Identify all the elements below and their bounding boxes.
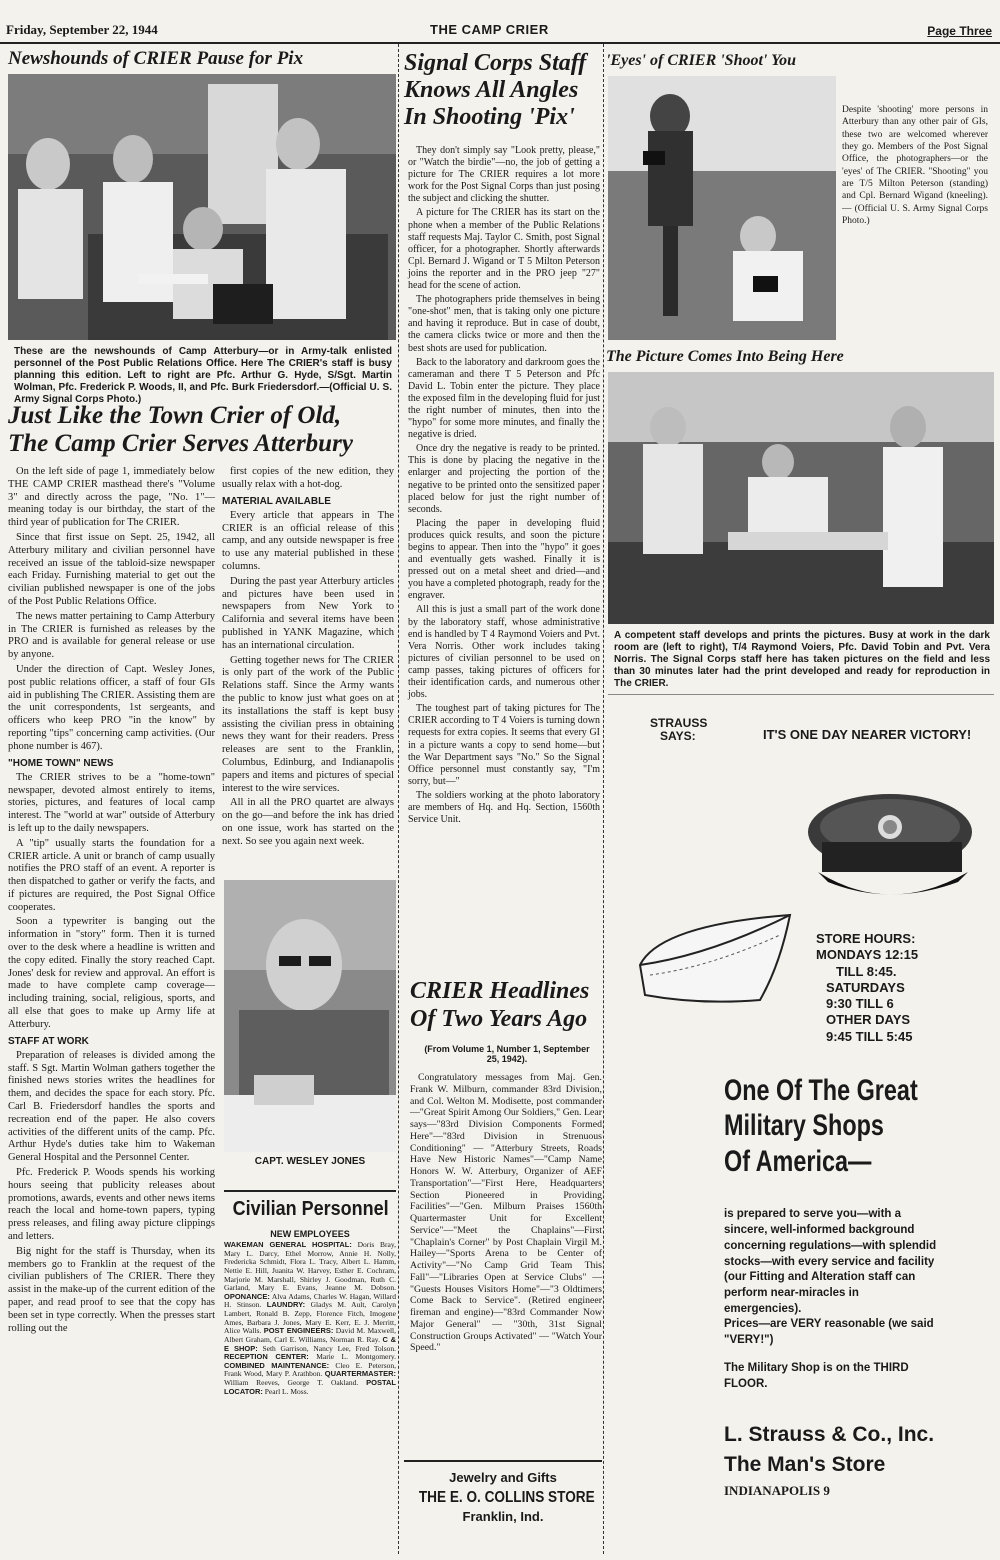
oponance-names: Alva Adams, Charles W. Hagan, Willard H. Stinson. [224,1291,397,1310]
wakeman-names: Doris Bray, Mary L. Darcy, Ethel Morrow, Annie H. Nolly, Fredericka Schmidt, Flora L. Tracy, Albert L. Hamm, Nettie E. Hill, Juanita W. Harvey, Esther E. Cochram, Marjorie M. Marshall, Shirley J. Goodman, Ruth C. Garland, Mary E. Evans, Jeanne M. Dobson. [224,1240,397,1293]
combined-label: COMBINED MAINTENANCE: [224,1360,330,1370]
strauss-headline [724,1073,918,1179]
paragraph: The CRIER strives to be a "home-town" newspaper, devoted almost entirely to items, stories, pictures, and features of local camp interest. The "world at war" outside of Atterbury is left up to the daily newspapers. [8,771,215,834]
reception-names: Marie L. Montgomery. [316,1352,397,1362]
laundry-names: Gladys M. Ault, Carolyn Lambert, Ronald B. Zepp, Florence Fitch, Imogene Ames, Barbara J. Jones, Mary E. Kerr, E. J. Merritt, Alice Walls. [224,1300,397,1336]
store-hours-title: STORE HOURS: [816,931,916,946]
strauss-says-line2: SAYS: [660,729,696,744]
quartermaster-label: QUARTERMASTER: [324,1369,397,1379]
paragraph: Preparation of releases is divided among the staff. S Sgt. Martin Wolman gathers together the finished news stories writes the headlines for them, and decides the space for each story. Pfc. Carl B. Friedersdorf handles the sports and recreation end of the paper. He also covers activities of the different units of the camp. Pfc. Arthur Hyde's duties take him to Wakeman General Hospital and the Personnel Center. [8,1049,215,1164]
two-years-headline-line1: CRIER Headlines [410,978,590,1004]
ce-shop-names: Seth Garrison, Nancy Lee, Fred Tolson. [262,1343,397,1353]
capt-jones-caption: CAPT. WESLEY JONES [254,1156,366,1167]
strauss-headline-line3: Of America— [724,1144,872,1178]
masthead [0,0,1000,44]
new-employees-title: NEW EMPLOYEES [270,1229,350,1239]
store-hours-line: OTHER DAYS [826,1012,911,1028]
paragraph: Soon a typewriter is banging out the information in "story" form. Then it is turned over to the desk where a headline is written and the copy edited. Finally the story reached Capt. Jones' desk for review and approval. An effort is made to have complete camp coverage—including training, social, religious, sports, and all else that goes to make up Army life at Atterbury. [8,916,215,1030]
material-subhead: MATERIAL AVAILABLE [222,495,331,507]
reception-label: RECEPTION CENTER: [224,1352,309,1362]
two-years-headline-line2: Of Two Years Ago [410,1005,588,1032]
signal-corps-headline-line2: Knows All Angles [404,76,579,103]
strauss-body: is prepared to serve you—with a sincere, well-informed background concerning regulations—with splendid stocks—with every service and facility (our Fitting and Alteration staff can perform near-miracles in emergencies). [724,1208,937,1316]
signal-corps-headline-line1: Signal Corps Staff [404,50,587,76]
newshounds-headline: Newshounds of CRIER Pause for Pix [8,48,304,69]
two-years-body: Congratulatory messages from Maj. Gen. Frank W. Milburn, commander 83rd Division, and Col. Welton M. Modisette, post commander—"Great Spirit Among Our Soldiers," Gen. Lear says—"83rd Division Components Formed Here"—"83rd Division in Strenuous Conditioning" — "Atterbury Streets, Roads Have New Historic Names"—"Camp Name Honors W. W. Atterbury, Organizer of AEF Transportation"—"First Here, Headquarters Section Pioneered in Providing Facilities"—"Gen. Milburn Praises 1560th Quartermaster Unit for Excellent Service"—"Meet the Chaplains"—First "Chaplain's Corner" by Post Chaplain Virgil M. Hailey—"Sports Arena to be Center of Activity"—"No Camp Grid Team This Fall"—"Libraries Open at Service Clubs" — "Guests Houses Visitors Home"—"3 Oldtimers Come Back to Service". (Retired engineer fireman and engine)—"83rd Commander Now Major General" — "30th, 31st Signal Construction Groups Activated" — "Watch Your Speed." [410,1072,602,1354]
paragraph: A "tip" usually starts the foundation for a CRIER article. A unit or branch of camp usually notifies the PRO staff of an event. A reporter is then dispatched to gather or verify the facts, and if pictures are required, the Post Signal Office cooperates. [8,837,215,913]
paragraph: The news matter pertaining to Camp Atterbury in The CRIER is furnished as releases by the PRO and is available for general release or use by anyone. [8,610,215,661]
paper-name: THE CAMP CRIER [430,22,549,37]
paragraph: The toughest part of taking pictures for The CRIER according to T 4 Voiers is turning down requests for extra copies. It seems that every GI in a picture wants a copy to send home—but the War Department says "No." So the Signal Office personnel must constantly say, "I'm sorry, but—" [408,703,600,787]
eyes-caption: Despite 'shooting' more persons in Atterbury than any other pair of GIs, these two are welcomed wherever they go. Members of the Post Signal Office, the photographers—or the 'eyes' of The CRIER. "Shooting" you are T/5 Milton Peterson (standing) and Cpl. Bernard Wigand (kneeling). — (Official U. S. Army Signal Corps Photo.) [842,105,988,227]
collins-line1: Jewelry and Gifts [449,1470,557,1485]
paragraph: On the left side of page 1, immediately below THE CAMP CRIER masthead there's "Volume 3" and directly across the page, "No. 1"—meaning today is our birthday, the start of the third year of publication for The CRIER. [8,466,215,529]
paragraph: Back to the laboratory and darkroom goes the cameraman and there T 5 Peterson and Pfc David L. Tobin enter the picture. They place the exposed film in the developing fluid for just the right number of minutes, then into the "hypo" for some more minutes, and finally the negative is dried. [408,356,600,441]
store-hours-line: 9:45 TILL 5:45 [826,1028,913,1044]
page-number: Page Three [927,24,992,38]
eyes-headline: 'Eyes' of CRIER 'Shoot' You [606,52,796,69]
postal-names: Pearl L. Moss. [264,1386,309,1396]
postal-label: POSTAL LOCATOR: [224,1378,397,1396]
paragraph: first copies of the new edition, they usually relax with a hot-dog. [222,466,394,490]
paragraph: All this is just a small part of the work done by the laboratory staff, whose administrative end is handled by T 4 Raymond Voiers and Pvt. Vera Norris. Other work includes taking pictures of civilian personnel to be used on camp passes, taking pictures of officers for their identification cards, and numerous other jobs. [408,604,600,701]
laundry-label: LAUNDRY: [266,1300,306,1310]
strauss-store-tag: The Man's Store [724,1453,886,1476]
strauss-slogan: IT'S ONE DAY NEARER VICTORY! [763,727,972,742]
paragraph: Getting together news for The CRIER is only part of the work of the Public Relations staff. Since the Army wants the public to know just what goes on at its installations the staff is kept busy assisting the civilian press in obtaining news they want for their readers. Press releases are sent to the Franklin, Columbus, Edinburg, and Indianapolis papers and items and pictures of special interest to the wire services. [222,654,394,794]
column-rule [603,44,604,1554]
civilian-personnel-headline: Civilian Personnel [232,1198,389,1220]
newshounds-caption: These are the newshounds of Camp Atterbury—or in Army-talk enlisted personnel of the Post Public Relations Office. Here The CRIER's staff is busy planning this edition. Left to right are Pfc. Arthur G. Hyde, S/Sgt. Martin Wolman, Pfc. Frederick P. Woods, II, and Pfc. Burk Friedersdorf.—(Official U. S. Army Signal Corps Photo.) [14,346,392,405]
picture-headline: The Picture Comes Into Being Here [606,348,844,365]
collins-city: Franklin, Ind. [462,1509,544,1524]
paragraph: Placing the paper in developing fluid produces quick results, and soon the picture begins to appear. Then into the "hypo" it goes and eventually gets washed. Finally it is pressed out on a metal sheet and dried—and you have a completed photograph, ready for the engraver. [408,517,600,602]
strauss-ad [608,694,994,1556]
paragraph: Once dry the negative is ready to be printed. This is done by placing the negative in the enlarger and projecting the portion of the negative to be printed onto the sensitized paper placed below for just the right number of seconds. [408,443,600,515]
newshounds-photo [8,74,396,340]
darkroom-caption: A competent staff develops and prints the pictures. Busy at work in the dark room are (left to right), T/4 Raymond Voiers, Pfc. David Tobin and Pvt. Vera Norris. The Signal Corps staff here has taken pictures on the field and less than 30 minutes later had the print developed and ready for reproduction in The CRIER. [614,630,990,689]
paragraph: Under the direction of Capt. Wesley Jones, post public relations officer, a staff of four GIs aid in publishing The CRIER. Assisting them are the unit correspondents, 1st sergeants, and officers who keep PRO "in the know" by reporting "tips" concerning camp activities. (Our phone number is 467). [8,663,215,752]
collins-ad [404,1460,602,1552]
paragraph: Since that first issue on Sept. 25, 1942, all Atterbury military and civilian personnel have received an issue of the tabloid-size newspaper each Friday. Furnishing material to get out the civilian published newspaper is one of the jobs of the Post Public Relations Office. [8,531,215,607]
post-engineers-label: POST ENGINEERS: [263,1326,334,1336]
oponance-label: OPONANCE: [224,1291,270,1301]
paragraph: The soldiers working at the photo laboratory are members of Hq. and Hq. Section, 1560th Service Unit. [408,789,600,826]
staff-subhead: STAFF AT WORK [8,1035,89,1047]
strauss-military-shop: The Military Shop is on the THIRD FLOOR. [724,1362,909,1390]
issue-date: Friday, September 22, 1944 [6,22,158,37]
civilian-personnel-box [224,1190,396,1396]
town-crier-headline-line1: Just Like the Town Crier of Old, [8,402,342,429]
store-hours-line: TILL 8:45. [836,963,897,979]
darkroom-photo [608,372,994,624]
combined-names: Cleo E. Peterson, Frank Wood, Mary P. Arathbon. [224,1360,397,1379]
town-crier-col1 [8,466,215,1337]
column-rule [398,44,399,1554]
paragraph: A picture for The CRIER has its start on the phone when a member of the Public Relations staff requests Maj. Taylor C. Smith, post Signal officer, for a photographer. Shortly afterwards Cpl. Bernard J. Wigand or T 5 Milton Peterson joins the reporter and in the PRO jeep "27" head for the scene of action. [408,207,600,292]
officer-cap-icon [798,787,978,917]
paragraph: Every article that appears in The CRIER is an official release of this camp, and any outside newspaper is free to use any material published in these columns. [222,509,394,572]
strauss-headline-line1: One Of The Great [724,1074,918,1107]
paragraph: The photographers pride themselves in being "one-shot" men, that is taking only one picture and having it reproduce. But in case of doubt, the camera clicks twice or more and then the best shots are used for publication. [408,294,600,354]
paragraph: They don't simply say "Look pretty, please," or "Watch the birdie"—no, the job of getting a picture for The CRIER requires a lot more work for the Post Signal Corps than just posing the subject and clicking the shutter. [408,145,600,205]
two-years-headline [410,978,602,1033]
quartermaster-names: William Reeves, George T. Oakland. [224,1378,359,1387]
strauss-headline-line2: Military Shops [724,1109,884,1143]
signal-corps-body [408,145,600,828]
town-crier-headline-line2: The Camp Crier Serves Atterbury [8,429,353,457]
store-hours-line: MONDAYS 12:15 [816,947,919,963]
garrison-cap-icon [630,905,800,1015]
signal-corps-headline-line3: In Shooting 'Pix' [404,103,575,130]
store-hours-line: SATURDAYS [826,979,905,995]
store-hours [816,931,918,1045]
employee-list [224,1241,396,1396]
wakeman-label: WAKEMAN GENERAL HOSPITAL: [224,1240,352,1249]
town-crier-col2 [222,466,394,851]
strauss-store-name: L. Strauss & Co., Inc. [724,1423,935,1446]
strauss-says [650,717,707,743]
strauss-city: INDIANAPOLIS 9 [724,1483,830,1498]
post-engineers-names: David M. Maxwell, Albert Graham, Carl E. Williams, Norman R. Ray. [224,1326,397,1344]
paragraph: All in all the PRO quartet are always on the go—and before the ink has dried on one issue, work has started on the next. So see you again next week. [222,797,394,847]
collins-store-name: THE E. O. COLLINS STORE [418,1489,595,1506]
capt-jones-portrait [224,880,396,1152]
eyes-photo [608,76,836,340]
paragraph: Pfc. Frederick P. Woods spends his working hours seeing that publicity releases about promotions, awards, events and other news items reach the local and home-town papers, typing press releases, and filing away picture clippings and letters. [8,1167,215,1242]
paragraph: Big night for the staff is Thursday, when its members go to Franklin at the request of the civilian publishers of The CRIER. There they assist in the make-up of the current edition of the paper, and read proof to see that the copy has been set in type correctly. When the presses start rolling out the [8,1245,215,1334]
hometown-subhead: "HOME TOWN" NEWS [8,757,114,769]
two-years-subhead: (From Volume 1, Number 1, September 25, 1942). [424,1044,590,1064]
ce-shop-label: C & E SHOP: [224,1334,397,1353]
strauss-prices: Prices—are VERY reasonable (we said "VERY!") [724,1318,934,1346]
store-hours-line: 9:30 TILL 6 [826,996,894,1011]
paragraph: During the past year Atterbury articles and pictures have been used in newspapers from New York to California and several items have been published in YANK Magazine, which has an international circulation. [222,575,394,651]
signal-corps-headline [404,50,600,131]
strauss-says-line1: STRAUSS [650,716,708,730]
town-crier-headline [8,402,396,457]
